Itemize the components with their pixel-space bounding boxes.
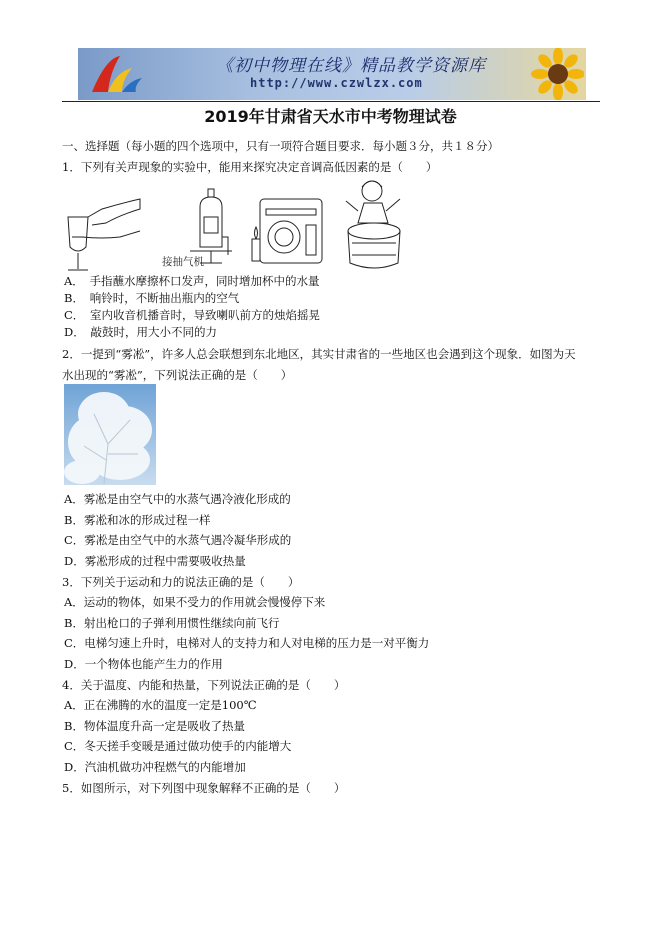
question-3-option-d: D．一个物体也能产生力的作用 <box>64 657 223 671</box>
question-4-stem: 4．关于温度、内能和热量，下列说法正确的是（ ） <box>62 678 346 692</box>
question-2-option-d: D．雾凇形成的过程中需要吸收热量 <box>64 554 246 568</box>
sunflower-icon <box>524 48 584 100</box>
section-heading: 一、选择题（每小题的四个选项中，只有一项符合题目要求．每小题３分，共１８分） <box>62 139 499 153</box>
question-2-stem-line-1: 2．一提到“雾凇”，许多人总会联想到东北地区，其实甘肃省的一些地区也会遇到这个现象．如图为天 <box>62 347 576 361</box>
question-1-stem: 1．下列有关声现象的实验中，能用来探究决定音调高低因素的是（ ） <box>62 160 438 174</box>
question-4-option-c: C．冬天搓手变暖是通过做功使手的内能增大 <box>64 739 292 753</box>
wine-glass-figure <box>68 199 140 270</box>
question-1-option-b: B． 响铃时，不断抽出瓶内的空气 <box>64 291 240 305</box>
banner-title: 《初中物理在线》精品教学资源库 <box>216 56 486 76</box>
question-2-option-a: A．雾凇是由空气中的水蒸气遇冷液化形成的 <box>64 492 291 506</box>
question-3-option-a: A．运动的物体，如果不受力的作用就会慢慢停下来 <box>64 595 326 609</box>
question-2-stem-line-2: 水出现的“雾凇”，下列说法正确的是（ ） <box>62 368 293 382</box>
question-3-option-b: B．射出枪口的子弹利用惯性继续向前飞行 <box>64 616 280 630</box>
question-4-option-b: B．物体温度升高一定是吸收了热量 <box>64 719 245 733</box>
question-3-option-c: C．电梯匀速上升时，电梯对人的支持力和人对电梯的压力是一对平衡力 <box>64 636 430 650</box>
question-1-figures <box>62 177 422 277</box>
document-title: 2019年甘肃省天水市中考物理试卷 <box>204 107 457 126</box>
vacuum-pump-label: 接抽气机 <box>162 256 204 268</box>
header-divider <box>62 101 600 102</box>
question-1-option-a: A． 手指蘸水摩擦杯口发声，同时增加杯中的水量 <box>64 274 320 288</box>
question-1-option-d: D． 敲鼓时，用大小不同的力 <box>64 325 217 339</box>
radio-candle-figure <box>252 199 322 263</box>
question-2-option-c: C．雾凇是由空气中的水蒸气遇冷凝华形成的 <box>64 533 292 547</box>
site-logo-icon <box>86 52 146 96</box>
question-4-option-d: D．汽油机做功冲程燃气的内能增加 <box>64 760 246 774</box>
question-3-stem: 3．下列关于运动和力的说法正确的是（ ） <box>62 575 300 589</box>
question-1-option-c: C． 室内收音机播音时，导致喇叭前方的烛焰摇晃 <box>64 308 321 322</box>
bell-jar-figure <box>190 189 232 263</box>
banner-url[interactable]: http://www.czwlzx.com <box>250 76 423 90</box>
question-2-option-b: B．雾凇和冰的形成过程一样 <box>64 513 211 527</box>
header-banner <box>78 48 586 100</box>
rime-tree-photo <box>64 384 156 485</box>
question-5-stem: 5．如图所示，对下列图中现象解释不正确的是（ ） <box>62 781 346 795</box>
drummer-figure <box>346 181 400 268</box>
question-4-option-a: A．正在沸腾的水的温度一定是100℃ <box>64 698 257 712</box>
